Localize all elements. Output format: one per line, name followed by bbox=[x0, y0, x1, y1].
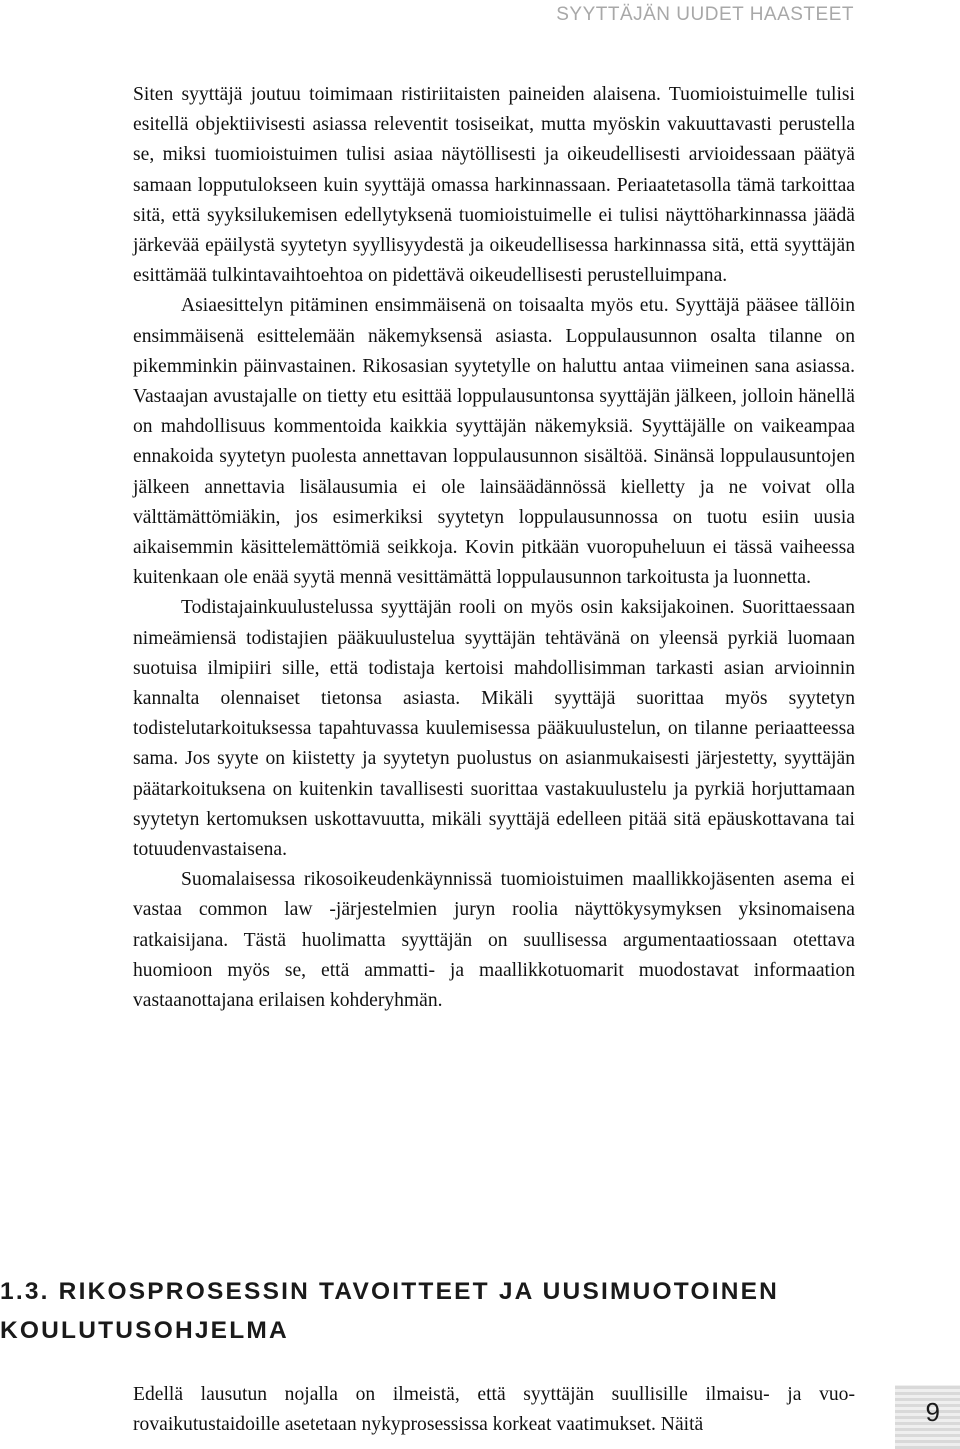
section-text bbox=[133, 1380, 855, 1440]
section-heading: 1.3. RIKOSPROSESSIN TAVOITTEET JA UUSIMUOTOINEN KOULUTUSOHJELMA bbox=[0, 1278, 780, 1344]
page-number-box bbox=[895, 1385, 960, 1449]
paragraph: Siten syyttäjä joutuu toimimaan ristiriitaisten paineiden alaisena. Tuomioistuimelle tulisi esitellä objektiivisesti asiassa releventit tosiseikat, mutta myöskin vakuuttavasti perustella se, miksi tuomioistuimen tulisi asiaa näytöllisesti ja oikeudellisesti arvioidessaan päätyä samaan lopputulokseen kuin syyttäjä omassa harkinnassaan. Periaatetasolla tämä tarkoittaa sitä, että syyksilukemisen edellytyksenä tuomioistuimelle ei tulisi näyttöharkinnassa jäädä järkevää epäilystä syytetyn syyllisyydestä ja oikeudellisessa harkinnassa sitä, että syyttäjän esittämää tulkintavaihtoehtoa on pidettävä oikeudellisesti perustelluimpana. bbox=[133, 84, 855, 287]
paragraph: Suomalaisessa rikosoikeudenkäynnissä tuomioistuimen maallikkojäsenten asema ei vastaa common law -järjestelmien juryn roolia näyttökysymyksen yksinomaisena ratkaisijana. Tästä huolimatta syyttäjän on suullisessa argumentaatiossaan otettava huomioon myös se, että ammatti- ja maallikkotuomarit muodostavat informaation vastaanottajana erilaisen kohderyhmän. bbox=[133, 869, 855, 1012]
paragraph: Asiaesittelyn pitäminen ensimmäisenä on toisaalta myös etu. Syyttäjä pääsee tällöin ensimmäisenä esittelemään näkemyksensä asiasta. Loppulausunnon osalta tilanne on pikemminkin päinvastainen. Rikosasian syytetylle on haluttu antaa viimeinen sana asiassa. Vastaajan avustajalle on tietty etu esittää loppulausuntonsa syyttäjän jälkeen, jolloin hänellä on mahdollisuus kommentoida kaikkia syyttäjän näkemyksiä. Syyttäjälle on vaikeampaa ennakoida syytetyn puolesta annettavan loppulausunnon sisältöä. Sinänsä loppulausuntojen jälkeen annettavia lisälausumia ei ole lainsäädännössä kielletty ja ne voivat olla välttämättömiäkin, jos esimerkiksi syytetyn loppulausunnossa on tuotu esiin uusia aikaisemmin käsittelemättömiä seikkoja. Kovin pitkään vuoropuheluun ei tässä vaiheessa kuitenkaan ole enää syytä mennä vesittämättä loppulausunnon tarkoitusta ja luonnetta. bbox=[133, 295, 855, 589]
running-header: SYYTTÄJÄN UUDET HAASTEET bbox=[556, 4, 854, 25]
body-text bbox=[133, 80, 855, 1016]
page-number: 9 bbox=[925, 1397, 940, 1427]
paragraph: Edellä lausutun nojalla on ilmeistä, että syyttäjän suullisille ilmaisu- ja vuorovaikutustaidoille asetetaan nykyprosessissa korkeat vaatimukset. Näitä bbox=[133, 1384, 855, 1436]
paragraph: Todistajainkuulustelussa syyttäjän rooli on myös osin kaksijakoinen. Suorittaessaan nimeämiensä todistajien pääkuulustelua syyttäjän tehtävänä on yleensä pyrkiä luomaan suotuisa ilmipiiri sille, että todistaja kertoisi mahdollisimman tarkasti asian arvioinnin kannalta olennaiset tietonsa asiasta. Mikäli syyttäjä suorittaa myös syytetyn todistelutarkoituksessa tapahtuvassa kuulemisessa pääkuulustelun, on tilanne periaatteessa sama. Jos syyte on kiistetty ja syytetyn puolustus on asianmukaisesti järjestetty, syyttäjän päätarkoituksena on kuitenkin tavallisesti suorittaa vastakuulustelu ja pyrkiä horjuttamaan syytetyn kertomuksen uskottavuutta, mikäli syyttäjä edelleen pitää sitä epäuskottavana tai totuudenvastaisena. bbox=[133, 597, 855, 861]
